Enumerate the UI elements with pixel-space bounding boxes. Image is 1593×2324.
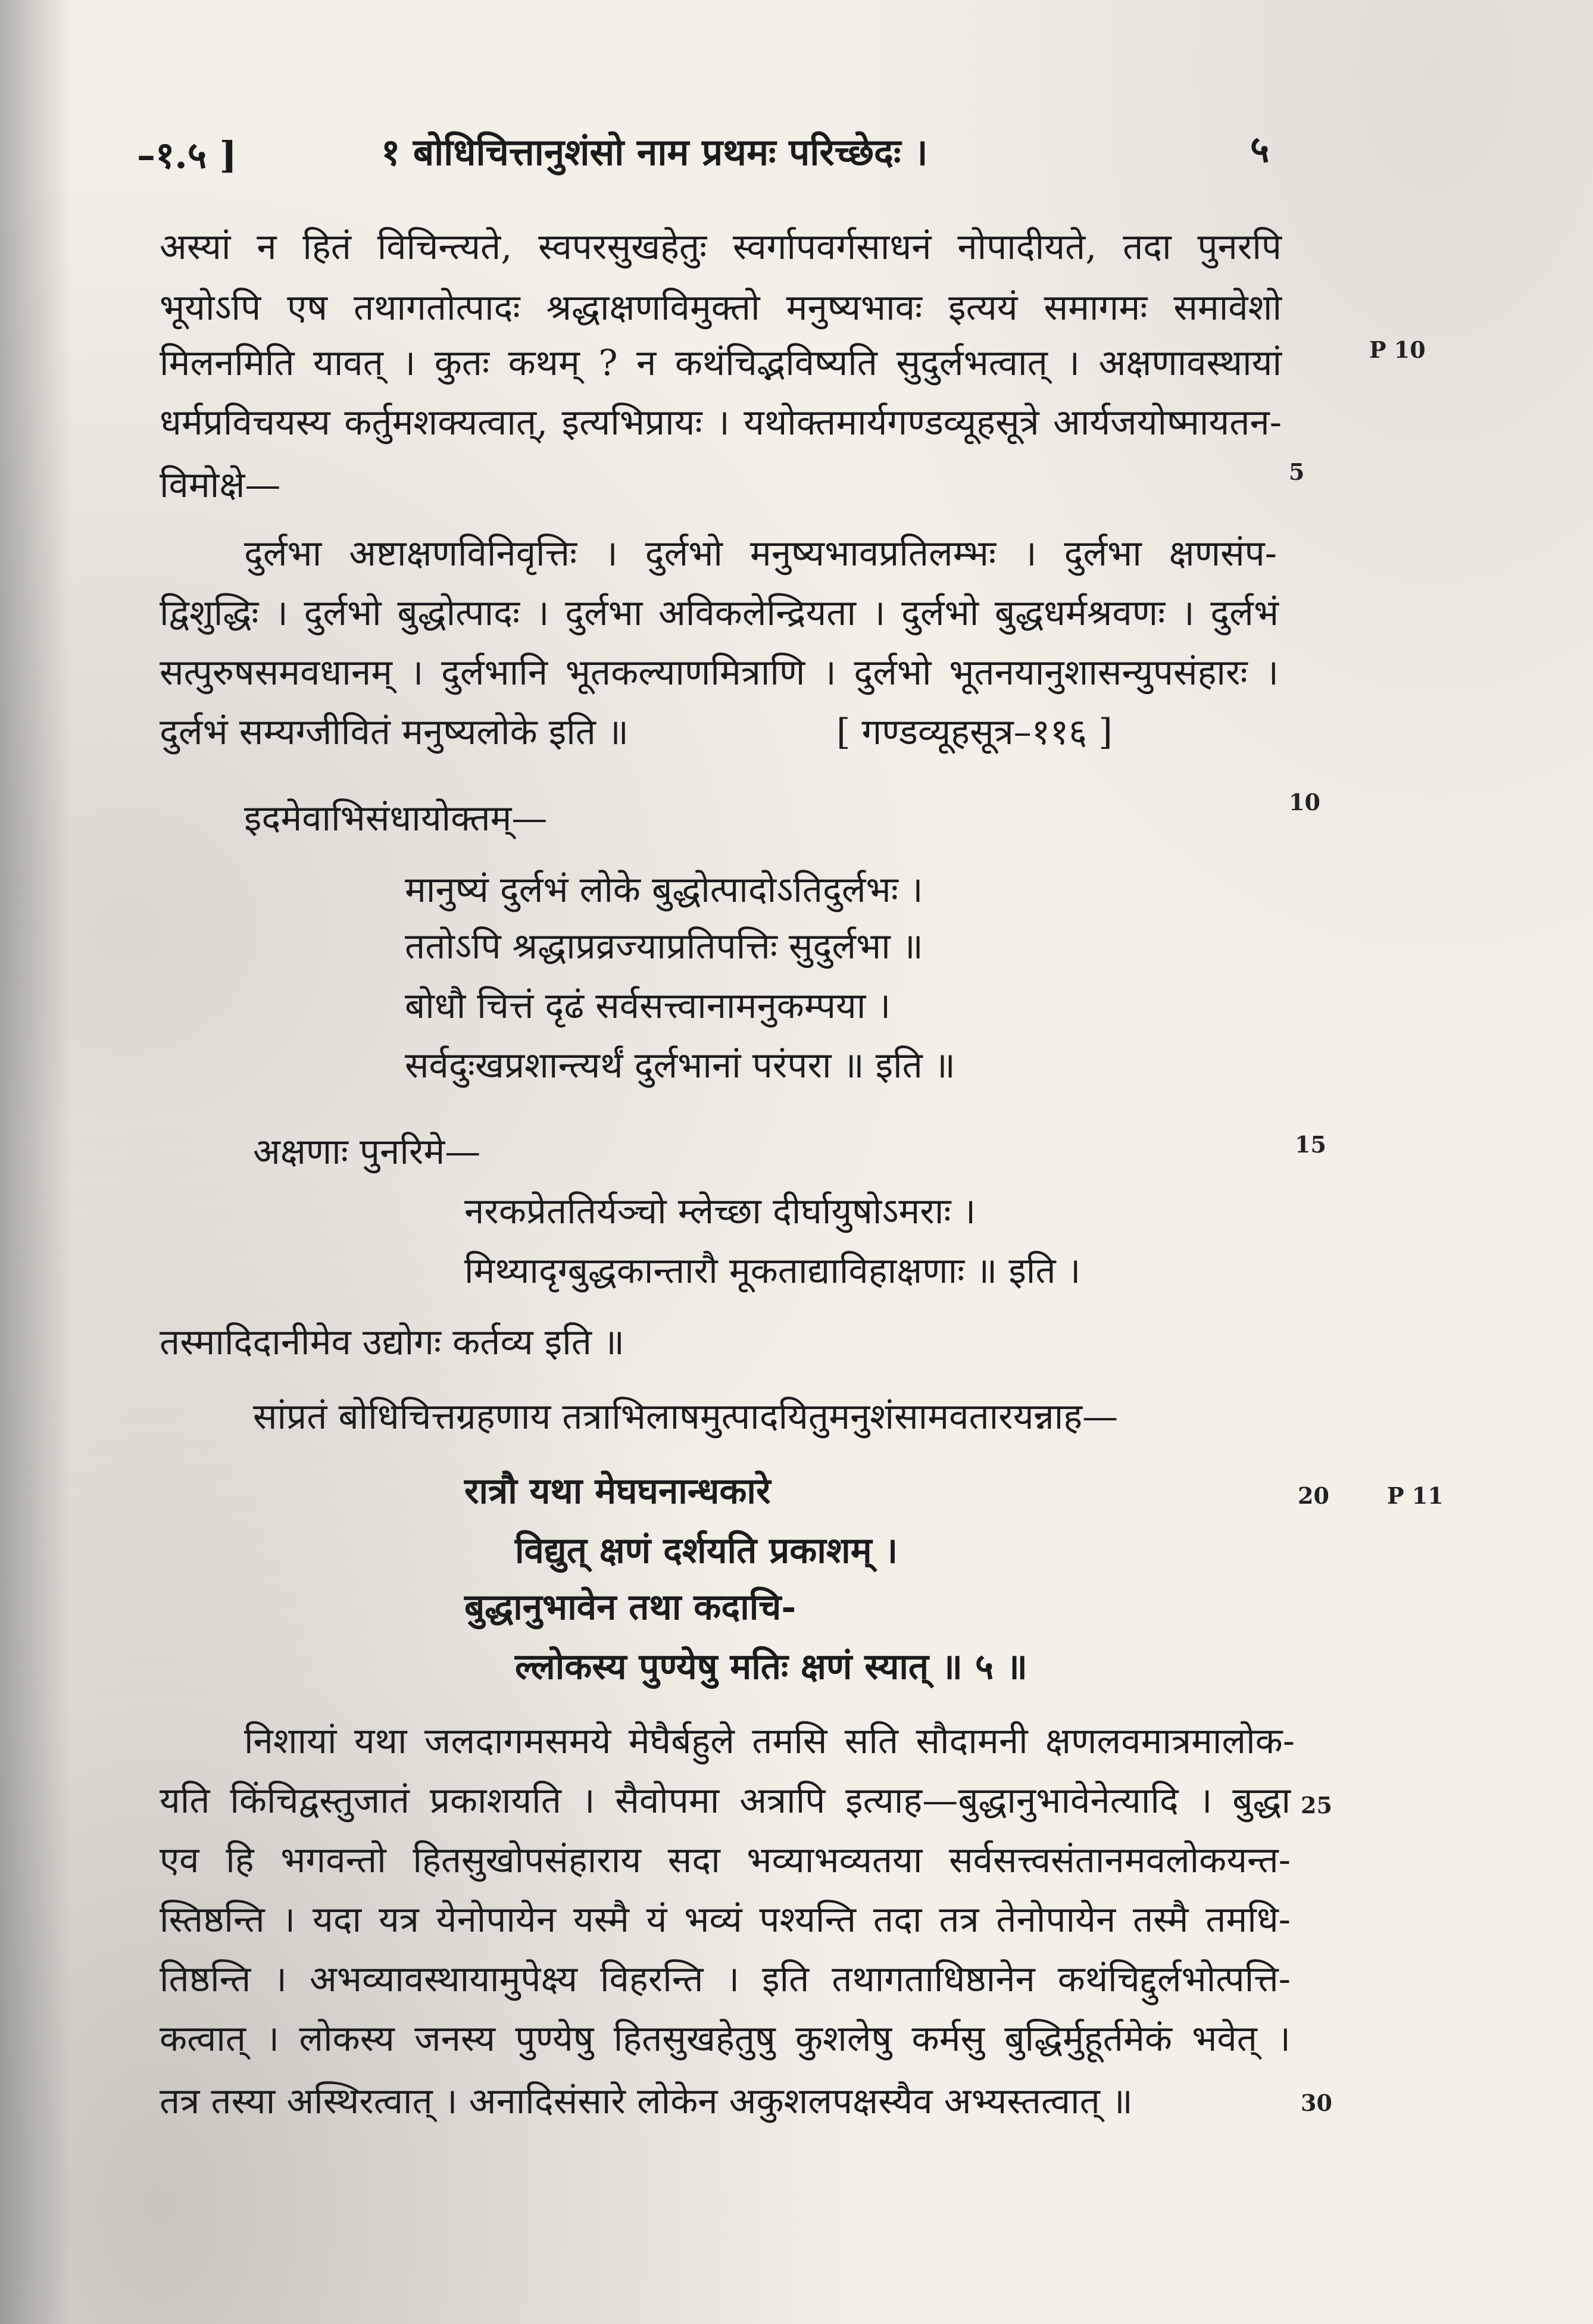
verse3-line: बुद्धानुभावेन तथा कदाचि- xyxy=(464,1586,796,1628)
para2-line: दुर्लभं सम्यग्जीवितं मनुष्यलोके इति ॥ xyxy=(160,711,629,753)
para2-line: दुर्लभा अष्टाक्षणविनिवृत्तिः । दुर्लभो मनुष्यभावप्रतिलम्भः । दुर्लभा क्षणसंप- xyxy=(244,533,1277,574)
source-citation: [ गण्डव्यूहसूत्र–११६ ] xyxy=(836,711,1113,753)
page-shadow xyxy=(0,0,71,2324)
para3-line: तिष्ठन्ति । अभव्यावस्थायामुपेक्ष्य विहरन्ति । इति तथागताधिष्ठानेन कथंचिद्दुर्लभोत्पत्ति- xyxy=(160,1958,1291,2000)
para3-line: एव हि भगवन्तो हितसुखोपसंहाराय सदा भव्याभव्यतया सर्वसत्त्वसंतानमवलोकयन्त- xyxy=(160,1839,1291,1881)
para1-line: मिलनमिति यावत् । कुतः कथम् ? न कथंचिद्भविष्यति सुदुर्लभत्वात् । अक्षणावस्थायां xyxy=(160,342,1282,384)
para3-line: स्तिष्ठन्ति । यदा यत्र येनोपायेन यस्मै यं भव्यं पश्यन्ति तदा तत्र तेनोपायेन तस्मै तमधि- xyxy=(160,1899,1291,1941)
margin-ref-p10: P 10 xyxy=(1369,336,1426,363)
verse1-intro: इदमेवाभिसंधायोक्तम्— xyxy=(244,798,548,839)
para3-line: निशायां यथा जलदागमसमये मेघैर्बहुले तमसि सति सौदामनी क्षणलवमात्रमालोक- xyxy=(244,1720,1295,1762)
verse1-line: ततोऽपि श्रद्धाप्रव्रज्याप्रतिपत्तिः सुदुर्लभा ॥ xyxy=(405,926,923,967)
para1-line: अस्यां न हितं विचिन्त्यते, स्वपरसुखहेतुः स्वर्गापवर्गसाधनं नोपादीयते, तदा पुनरपि xyxy=(160,226,1282,268)
verse1-line: मानुष्यं दुर्लभं लोके बुद्धोत्पादोऽतिदुर्लभः । xyxy=(405,869,923,911)
para3-line: यति किंचिद्वस्तुजातं प्रकाशयति । सैवोपमा अत्रापि इत्याह—बुद्धानुभावेनेत्यादि । बुद्धा xyxy=(160,1780,1291,1822)
line-number-5: 5 xyxy=(1289,458,1305,485)
para1-line: भूयोऽपि एष तथागतोत्पादः श्रद्धाक्षणविमुक्तो मनुष्यभावः इत्ययं समागमः समावेशो xyxy=(160,287,1282,329)
header-title: १ बोधिचित्तानुशंसो नाम प्रथमः परिच्छेदः । xyxy=(381,130,928,174)
verse2-line: नरकप्रेततिर्यञ्चो म्लेच्छा दीर्घायुषोऽमराः । xyxy=(464,1191,976,1232)
line-number-15: 15 xyxy=(1295,1131,1326,1158)
verse3-intro: सांप्रतं बोधिचित्तग्रहणाय तत्राभिलाषमुत्पादयितुमनुशंसामवतारयन्नाह— xyxy=(253,1396,1119,1438)
para1-line: विमोक्षे— xyxy=(160,464,281,506)
header-page-number: ५ xyxy=(1250,127,1270,171)
line-number-25: 25 xyxy=(1301,1792,1332,1819)
para1-line: धर्मप्रविचयस्य कर्तुमशक्यत्वात्, इत्यभिप्रायः । यथोक्तमार्यगण्डव्यूहसूत्रे आर्यजयोष्मायतन- xyxy=(160,402,1282,443)
line-number-30: 30 xyxy=(1301,2089,1332,2116)
conclusion-line: तस्मादिदानीमेव उद्योगः कर्तव्य इति ॥ xyxy=(160,1322,624,1363)
verse3-line: विद्युत् क्षणं दर्शयति प्रकाशम् । xyxy=(515,1530,898,1572)
margin-ref-p11: P 11 xyxy=(1387,1482,1444,1509)
verse1-line: बोधौ चित्तं दृढं सर्वसत्त्वानामनुकम्पया । xyxy=(405,985,891,1027)
para2-line: द्विशुद्धिः । दुर्लभो बुद्धोत्पादः । दुर्लभा अविकलेन्द्रियता । दुर्लभो बुद्धधर्मश्रवणः । दुर्लभं xyxy=(160,592,1279,634)
verse3-line: ल्लोकस्य पुण्येषु मतिः क्षणं स्यात् ॥ ५ ॥ xyxy=(515,1646,1027,1688)
para3-line: कत्वात् । लोकस्य जनस्य पुण्येषु हितसुखहेतुषु कुशलेषु कर्मसु बुद्धिर्मुहूर्तमेकं भवेत् । xyxy=(160,2018,1291,2060)
verse2-intro: अक्षणाः पुनरिमे— xyxy=(253,1131,481,1173)
para2-line: सत्पुरुषसमवधानम् । दुर्लभानि भूतकल्याणमित्राणि । दुर्लभो भूतनयानुशासन्युपसंहारः । xyxy=(160,652,1279,694)
para3-line: तत्र तस्या अस्थिरत्वात् । अनादिसंसारे लोकेन अकुशलपक्षस्यैव अभ्यस्तत्वात् ॥ xyxy=(160,2081,1133,2122)
verse2-line: मिथ्यादृग्बुद्धकान्तारौ मूकताद्याविहाक्षणाः ॥ इति । xyxy=(464,1250,1081,1292)
verse1-line: सर्वदुःखप्रशान्त्यर्थं दुर्लभानां परंपरा ॥ इति ॥ xyxy=(405,1045,955,1086)
line-number-20: 20 xyxy=(1298,1482,1329,1509)
verse3-line: रात्रौ यथा मेघघनान्धकारे xyxy=(464,1470,771,1512)
line-number-10: 10 xyxy=(1289,789,1320,816)
header-left: –१.५ ] xyxy=(137,133,237,177)
